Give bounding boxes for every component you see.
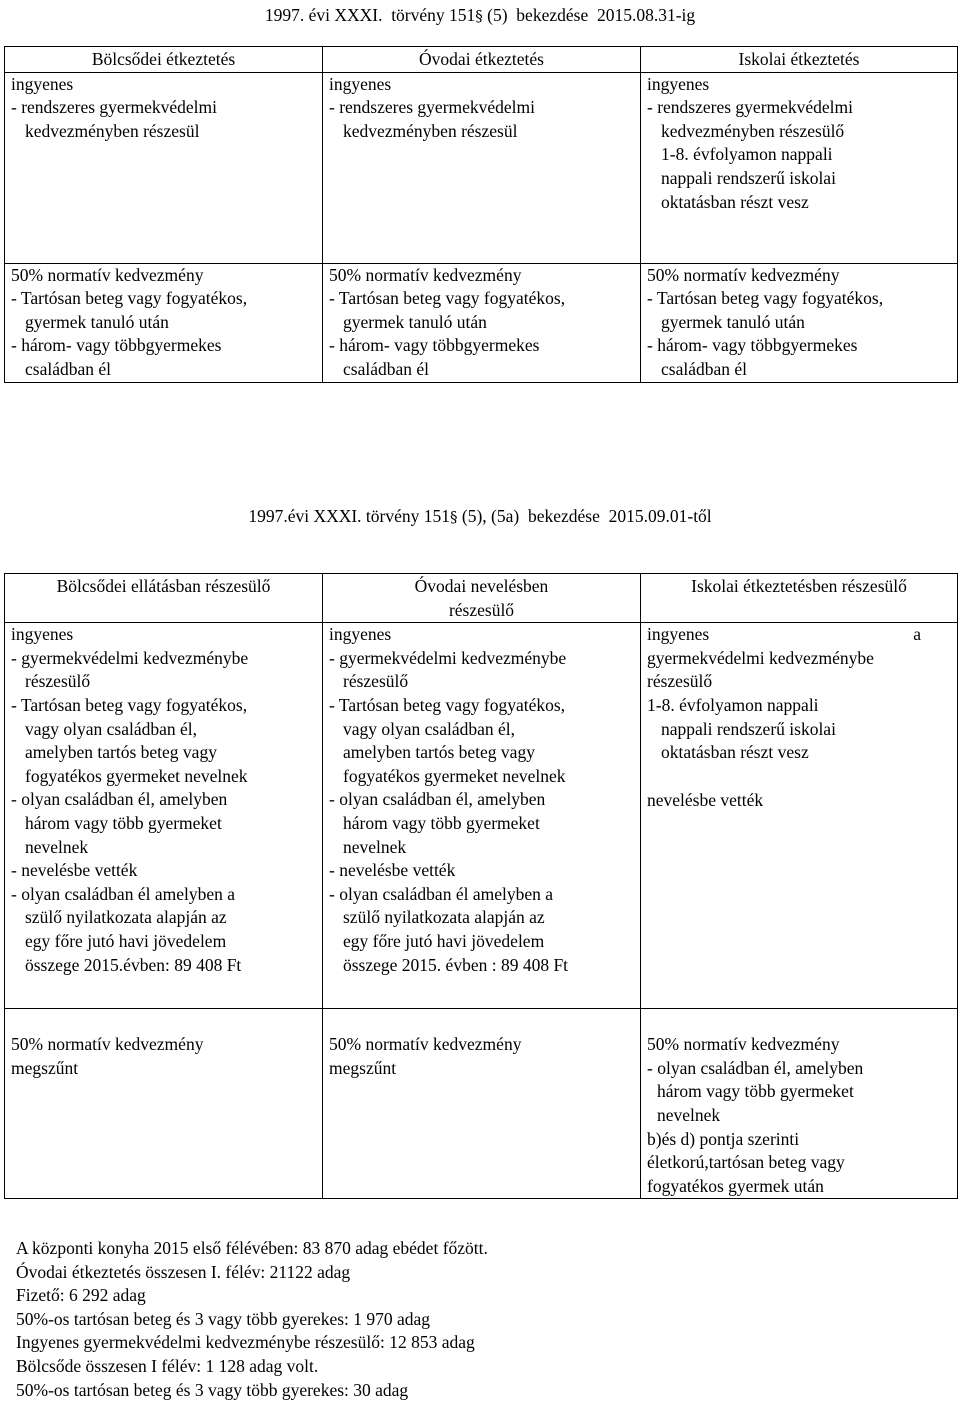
text-line: fogyatékos gyermeket nevelnek [25, 765, 248, 786]
text-line: - olyan családban él, amelyben [329, 789, 546, 810]
cell-free-iskola [641, 623, 958, 1009]
label-discount: 50% normatív kedvezmény [647, 264, 840, 285]
cell-discount-iskola [641, 1009, 958, 1199]
text-line: - nevelésbe vették [11, 860, 138, 881]
text-line: - három- vagy többgyermekes [329, 335, 540, 356]
text-line: egy főre jutó havi jövedelem [343, 930, 545, 951]
heading-old-text: 1997. évi XXXI. törvény 151 [264, 5, 476, 25]
text-line: oktatásban részt vesz [661, 191, 809, 212]
cell-free-ovoda [323, 623, 641, 1009]
blank-line [647, 765, 951, 789]
text-line: b)és d) pontja szerinti [647, 1128, 800, 1149]
label-discount: 50% normatív kedvezmény [329, 1034, 522, 1055]
summary-line: Fizető: 6 292 adag [16, 1285, 146, 1306]
paragraph-symbol: § [450, 508, 458, 526]
text-line: családban él [343, 358, 429, 379]
text-line: vagy olyan családban él, [25, 718, 198, 739]
text-line: kedvezményben részesül [343, 120, 518, 141]
text-line: családban él [661, 358, 747, 379]
label-discount: 50% normatív kedvezmény [329, 264, 522, 285]
label-discount: 50% normatív kedvezmény [647, 1034, 840, 1055]
text-line: nevelnek [343, 836, 407, 857]
text-line: - olyan családban él amelyben a [329, 883, 553, 904]
summary-line: Bölcsőde összesen I félév: 1 128 adag volt. [16, 1355, 319, 1376]
table-header-row [5, 574, 958, 623]
label-discount: 50% normatív kedvezmény [11, 264, 204, 285]
text-line: kedvezményben részesül [25, 120, 200, 141]
text-line: részesülő [25, 671, 91, 692]
header-iskola: Iskolai étkeztetés [641, 47, 958, 73]
header-bolcsode [5, 574, 323, 623]
text-line: megszűnt [11, 1057, 79, 1078]
text-line: - Tartósan beteg vagy fogyatékos, [11, 288, 248, 309]
text-line: családban él [25, 358, 111, 379]
text-line: nevelésbe vették [647, 789, 764, 810]
table-row-free [5, 72, 958, 263]
text-line: - rendszeres gyermekvédelmi [11, 97, 218, 118]
text-line: összege 2015. évben : 89 408 Ft [343, 954, 569, 975]
text-line: - gyermekvédelmi kedvezménybe [329, 647, 567, 668]
text-line: oktatásban részt vesz [661, 742, 809, 763]
summary-line: Óvodai étkeztetés összesen I. félév: 21122 adag [16, 1261, 351, 1282]
text-line: kedvezményben részesülő [661, 120, 845, 141]
text-line: három vagy több gyermeket [25, 812, 222, 833]
label-free: ingyenes [647, 624, 710, 645]
table-old-rules [4, 46, 958, 383]
text-line: gyermek tanuló után [343, 311, 487, 332]
cell-discount-bolcsode [5, 1009, 323, 1199]
cell-free-bolcsode [5, 72, 323, 263]
text-line: fogyatékos gyermeket nevelnek [343, 765, 566, 786]
label-free: ingyenes [329, 624, 392, 645]
text-line: részesülő [343, 671, 409, 692]
table-row-discount [5, 263, 958, 382]
text-line: részesülő [647, 671, 713, 692]
heading-new-law [0, 505, 960, 530]
text-line: - olyan családban él, amelyben [11, 789, 228, 810]
table-new-rules [4, 573, 958, 1199]
text-line: - Tartósan beteg vagy fogyatékos, [329, 694, 566, 715]
text-line: nevelnek [25, 836, 89, 857]
text-line: három vagy több gyermeket [343, 812, 540, 833]
text-line: - három- vagy többgyermekes [647, 335, 858, 356]
text-line: 1-8. évfolyamon nappali [661, 144, 833, 165]
label-free: ingyenes [11, 73, 74, 94]
heading-old-law [0, 4, 960, 29]
text-line: - rendszeres gyermekvédelmi [329, 97, 536, 118]
text-line: - olyan családban él, amelyben [647, 1057, 864, 1078]
text-fragment: a [913, 624, 921, 645]
table-row-discount [5, 1009, 958, 1199]
text-line: - három- vagy többgyermekes [11, 335, 222, 356]
text-line: - Tartósan beteg vagy fogyatékos, [11, 694, 248, 715]
header-text: részesülő [448, 599, 515, 620]
header-text: Iskolai étkeztetésben részesülő [691, 576, 907, 596]
text-line: - olyan családban él amelyben a [11, 883, 235, 904]
paragraph-symbol: § [475, 7, 483, 25]
text-line: három vagy több gyermeket [657, 1081, 854, 1102]
text-line: nappali rendszerű iskolai [661, 718, 836, 739]
text-line: gyermekvédelmi kedvezménybe [647, 647, 874, 668]
cell-discount-ovoda [323, 263, 641, 382]
text-line: - Tartósan beteg vagy fogyatékos, [329, 288, 566, 309]
header-bolcsode: Bölcsődei étkeztetés [5, 47, 323, 73]
text-line: - rendszeres gyermekvédelmi [647, 97, 854, 118]
header-ovoda [323, 574, 641, 623]
text-line: megszűnt [329, 1057, 397, 1078]
text-line: - gyermekvédelmi kedvezménybe [11, 647, 249, 668]
text-line: szülő nyilatkozata alapján az [25, 907, 227, 928]
text-line: életkorú,tartósan beteg vagy [647, 1152, 845, 1173]
cell-free-bolcsode [5, 623, 323, 1009]
text-line: összege 2015.évben: 89 408 Ft [25, 954, 242, 975]
cell-free-iskola [641, 72, 958, 263]
summary-line: 50%-os tartósan beteg és 3 vagy több gyerekes: 1 970 adag [16, 1308, 431, 1329]
label-free: ingyenes [647, 73, 710, 94]
label-free: ingyenes [11, 624, 74, 645]
text-line: amelyben tartós beteg vagy [343, 742, 535, 763]
text-line: egy főre jutó havi jövedelem [25, 930, 227, 951]
header-ovoda: Óvodai étkeztetés [323, 47, 641, 73]
text-line: - Tartósan beteg vagy fogyatékos, [647, 288, 884, 309]
label-free: ingyenes [329, 73, 392, 94]
table-header-row [5, 47, 958, 73]
text-line: gyermek tanuló után [25, 311, 169, 332]
heading-old-date: (5) bekezdése 2015.08.31-ig [482, 5, 696, 25]
header-text: Óvodai nevelésben [414, 576, 549, 596]
cell-free-ovoda [323, 72, 641, 263]
summary-line: Ingyenes gyermekvédelmi kedvezménybe részesülő: 12 853 adag [16, 1332, 475, 1353]
text-line: gyermek tanuló után [661, 311, 805, 332]
text-line: fogyatékos gyermek után [647, 1175, 824, 1196]
header-iskola [641, 574, 958, 623]
cell-discount-ovoda [323, 1009, 641, 1199]
summary-block [16, 1237, 488, 1402]
cell-discount-bolcsode [5, 263, 323, 382]
text-line: - nevelésbe vették [329, 860, 456, 881]
text-line: szülő nyilatkozata alapján az [343, 907, 545, 928]
text-line: nappali rendszerű iskolai [661, 167, 836, 188]
cell-discount-iskola [641, 263, 958, 382]
heading-new-text: 1997.évi XXXI. törvény 151 [248, 506, 451, 526]
text-line: 1-8. évfolyamon nappali [647, 694, 819, 715]
summary-line: 50%-os tartósan beteg és 3 vagy több gyerekes: 30 adag [16, 1379, 409, 1400]
table-row-free [5, 623, 958, 1009]
text-line: amelyben tartós beteg vagy [25, 742, 217, 763]
label-discount: 50% normatív kedvezmény [11, 1034, 204, 1055]
text-line: vagy olyan családban él, [343, 718, 516, 739]
free-line [647, 623, 951, 647]
summary-line: A központi konyha 2015 első félévében: 83 870 adag ebédet főzött. [16, 1238, 488, 1258]
header-text: Bölcsődei ellátásban részesülő [56, 576, 271, 596]
text-line: nevelnek [657, 1104, 721, 1125]
heading-new-date: (5), (5a) bekezdése 2015.09.01-től [457, 506, 712, 526]
